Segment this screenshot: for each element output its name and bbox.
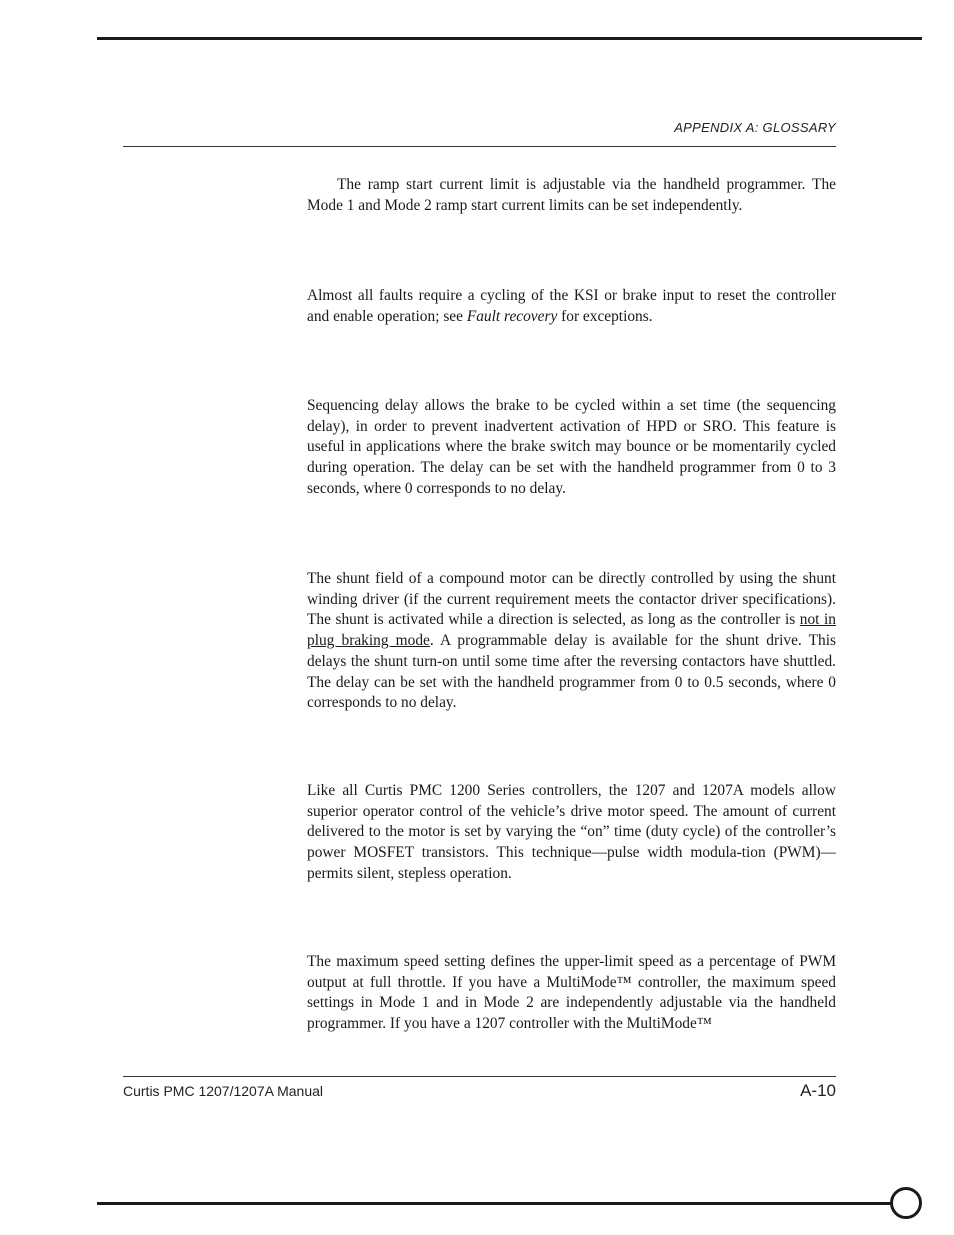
paragraph-fault-reset xyxy=(307,286,836,327)
circle-icon xyxy=(890,1187,922,1219)
bottom-page-rule xyxy=(97,1202,892,1205)
paragraph-ramp-start: The ramp start current limit is adjustable via the handheld programmer. The Mode 1 and Mode 2 ramp start current limits can be set independently. xyxy=(307,176,836,214)
footer-manual-title: Curtis PMC 1207/1207A Manual xyxy=(123,1083,323,1099)
footer-rule xyxy=(123,1076,836,1077)
paragraph-shunt-field xyxy=(307,569,836,714)
paragraph-text: Almost all faults require a cycling of the KSI or brake input to reset the controller and enable operation; see xyxy=(307,287,836,325)
paragraph-sequencing-delay: Sequencing delay allows the brake to be cycled within a set time (the sequencing delay), in order to prevent inadvertent activation of HPD or SRO. This feature is useful in applications where the brake switch may bounce or be momentarily cycled during operation. The delay can be set with the handheld programmer from 0 to 3 seconds, where 0 corresponds to no delay. xyxy=(307,397,836,497)
paragraph-text: for exceptions. xyxy=(557,307,653,325)
top-page-rule xyxy=(97,37,922,40)
header-rule xyxy=(123,146,836,147)
paragraph-maximum-speed: The maximum speed setting defines the upper-limit speed as a percentage of PWM output at full throttle. If you have a MultiMode™ controller, the maximum speed settings in Mode 1 and in Mode 2 are independently adjustable via the handheld programmer. If you have a 1207 controller with the MultiMode™ xyxy=(307,953,836,1033)
cross-reference-fault-recovery: Fault recovery xyxy=(466,307,558,325)
running-header: APPENDIX A: GLOSSARY xyxy=(674,120,836,135)
paragraph-speed-control: Like all Curtis PMC 1200 Series controllers, the 1207 and 1207A models allow superior operator control of the vehicle’s drive motor speed. The amount of current delivered to the motor is set by varying the “on” time (duty cycle) of the controller’s power MOSFET transistors. This technique—pulse width modula-tion (PWM)—permits silent, stepless operation. xyxy=(307,782,836,882)
paragraph-text: The shunt field of a compound motor can be directly controlled by using the shunt winding driver (if the current requirement meets the contactor driver specifications). The shunt is activated while a direction is selected, as long as the controller is xyxy=(307,570,836,629)
paragraph-text: . A programmable delay is available for the shunt drive. This delays the shunt turn-on until some time after the reversing contactors have shuttled. The delay can be set with the handheld programmer from 0 to 0.5 seconds, where 0 corresponds to no delay. xyxy=(307,632,836,712)
page-number: A-10 xyxy=(800,1081,836,1100)
underlined-phrase: not in plug braking mode xyxy=(307,611,836,650)
